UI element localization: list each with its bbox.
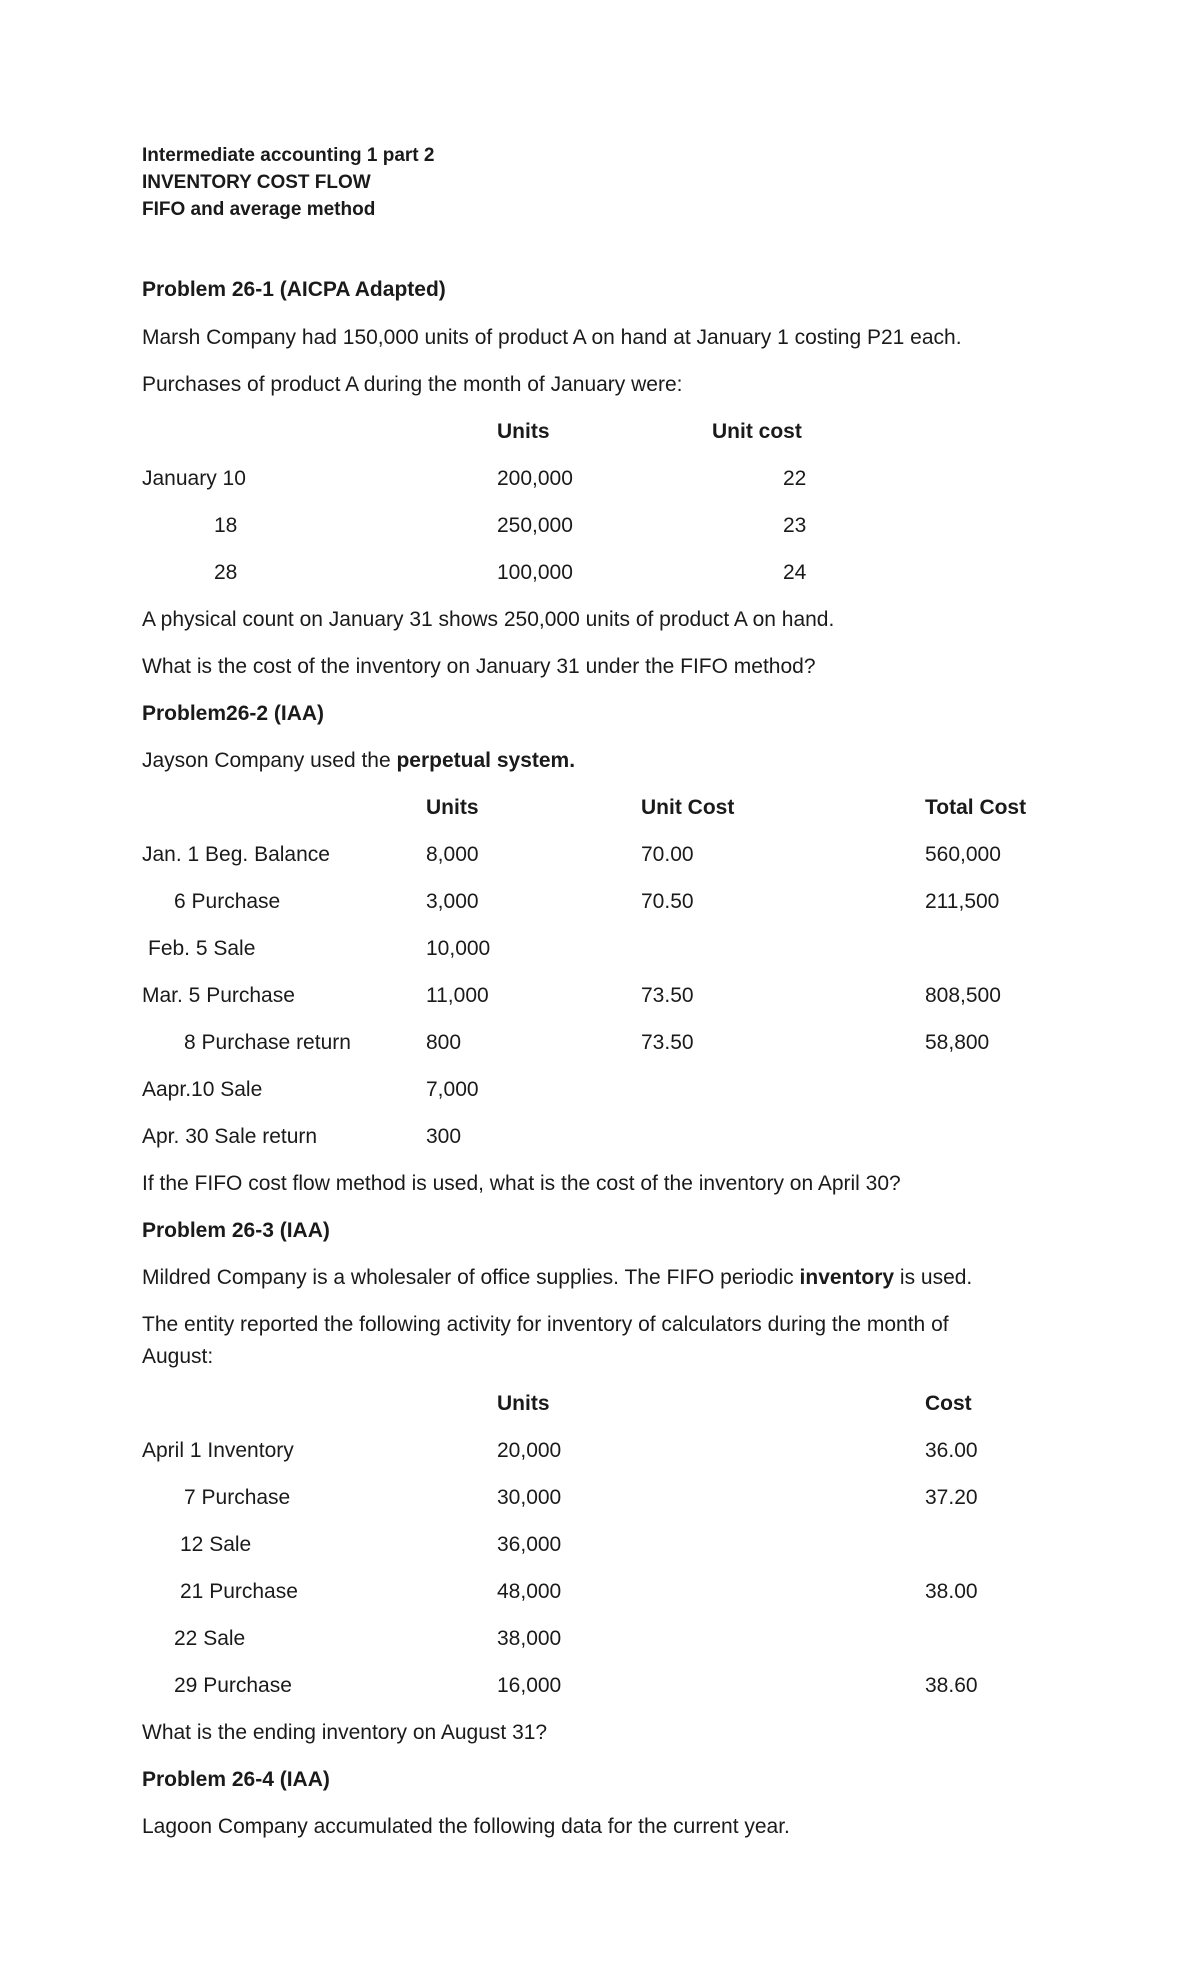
p2-row-unit-cost: 73.50 [641, 1031, 694, 1054]
p3-row-label: 29 Purchase [174, 1674, 292, 1697]
p2-row-units: 10,000 [426, 937, 491, 960]
p2-row-total: 808,500 [925, 984, 1001, 1007]
p1-title: Problem 26-1 (AICPA Adapted) [142, 278, 446, 301]
p1-row-cost: 23 [783, 514, 807, 537]
p2-row-units: 3,000 [426, 890, 479, 913]
p2-intro [142, 748, 575, 774]
p3-row-units: 30,000 [497, 1486, 562, 1509]
p3-intro [142, 1265, 972, 1291]
p3-row-cost: 37.20 [925, 1486, 978, 1509]
p1-row-date: 28 [214, 561, 238, 584]
p3-intro2-line2: August: [142, 1345, 214, 1368]
p3-row-units: 38,000 [497, 1627, 562, 1650]
p3-row-cost: 38.00 [925, 1580, 978, 1603]
p2-row-units: 800 [426, 1031, 462, 1054]
p3-intro-text: Mildred Company is a wholesaler of office supplies. The FIFO periodic [142, 1266, 800, 1289]
p3-intro-bold: inventory [799, 1266, 895, 1289]
p2-row-unit-cost: 70.00 [641, 843, 694, 866]
p2-col-total: Total Cost [925, 796, 1027, 819]
header-subtopic: FIFO and average method [142, 199, 376, 220]
p3-row-label: 22 Sale [174, 1627, 246, 1650]
p1-row-units: 250,000 [497, 514, 573, 537]
p3-row-label: 12 Sale [180, 1533, 252, 1556]
p2-row-label: Aapr.10 Sale [142, 1078, 263, 1101]
header-course: Intermediate accounting 1 part 2 [142, 145, 435, 166]
p3-row-label: April 1 Inventory [142, 1439, 294, 1462]
p1-row-units: 200,000 [497, 467, 573, 490]
p2-row-units: 7,000 [426, 1078, 479, 1101]
p3-question: What is the ending inventory on August 31? [142, 1721, 548, 1744]
p3-col-cost: Cost [925, 1392, 972, 1415]
p3-intro-end: is used. [894, 1266, 973, 1289]
p3-title: Problem 26-3 (IAA) [142, 1219, 330, 1242]
p3-col-units: Units [497, 1392, 550, 1415]
p2-row-units: 300 [426, 1125, 462, 1148]
p3-row-units: 20,000 [497, 1439, 562, 1462]
p1-row-units: 100,000 [497, 561, 573, 584]
p2-question: If the FIFO cost flow method is used, what is the cost of the inventory on April 30? [142, 1172, 901, 1195]
p2-row-label: Mar. 5 Purchase [142, 984, 295, 1007]
p1-col-cost: Unit cost [712, 420, 802, 443]
p3-row-label: 21 Purchase [180, 1580, 298, 1603]
p1-intro: Marsh Company had 150,000 units of product A on hand at January 1 costing P21 each. [142, 326, 962, 349]
p3-row-label: 7 Purchase [184, 1486, 291, 1509]
p2-row-total: 58,800 [925, 1031, 990, 1054]
p1-row-cost: 22 [783, 467, 807, 490]
p1-col-units: Units [497, 420, 550, 443]
p2-title: Problem26-2 (IAA) [142, 702, 325, 725]
p2-row-label: Jan. 1 Beg. Balance [142, 843, 330, 866]
p2-row-units: 11,000 [426, 984, 489, 1007]
p2-intro-text: Jayson Company used the [142, 749, 397, 772]
p2-row-unit-cost: 70.50 [641, 890, 694, 913]
p3-row-units: 16,000 [497, 1674, 562, 1697]
p2-col-unit-cost: Unit Cost [641, 796, 735, 819]
p2-row-label: Feb. 5 Sale [148, 937, 256, 960]
p2-row-label: 6 Purchase [174, 890, 281, 913]
p3-intro2-line1: The entity reported the following activity for inventory of calculators during the month of [142, 1313, 949, 1336]
p3-row-units: 36,000 [497, 1533, 562, 1556]
p2-row-units: 8,000 [426, 843, 479, 866]
p2-col-units: Units [426, 796, 479, 819]
p3-row-units: 48,000 [497, 1580, 562, 1603]
p4-intro: Lagoon Company accumulated the following data for the current year. [142, 1815, 790, 1838]
p3-row-cost: 36.00 [925, 1439, 978, 1462]
p2-row-total: 211,500 [925, 890, 1000, 913]
p1-intro2: Purchases of product A during the month of January were: [142, 373, 683, 396]
p1-question: What is the cost of the inventory on January 31 under the FIFO method? [142, 655, 816, 678]
p2-row-label: 8 Purchase return [184, 1031, 351, 1054]
p1-row-date: January 10 [142, 467, 246, 490]
p1-row-cost: 24 [783, 561, 807, 584]
p2-row-unit-cost: 73.50 [641, 984, 694, 1007]
p1-count: A physical count on January 31 shows 250,000 units of product A on hand. [142, 608, 835, 631]
header-topic: INVENTORY COST FLOW [142, 172, 371, 193]
p4-title: Problem 26-4 (IAA) [142, 1768, 330, 1791]
p2-intro-bold: perpetual system. [396, 749, 576, 772]
p3-row-cost: 38.60 [925, 1674, 978, 1697]
p1-row-date: 18 [214, 514, 238, 537]
p2-row-label: Apr. 30 Sale return [142, 1125, 318, 1148]
p2-row-total: 560,000 [925, 843, 1001, 866]
